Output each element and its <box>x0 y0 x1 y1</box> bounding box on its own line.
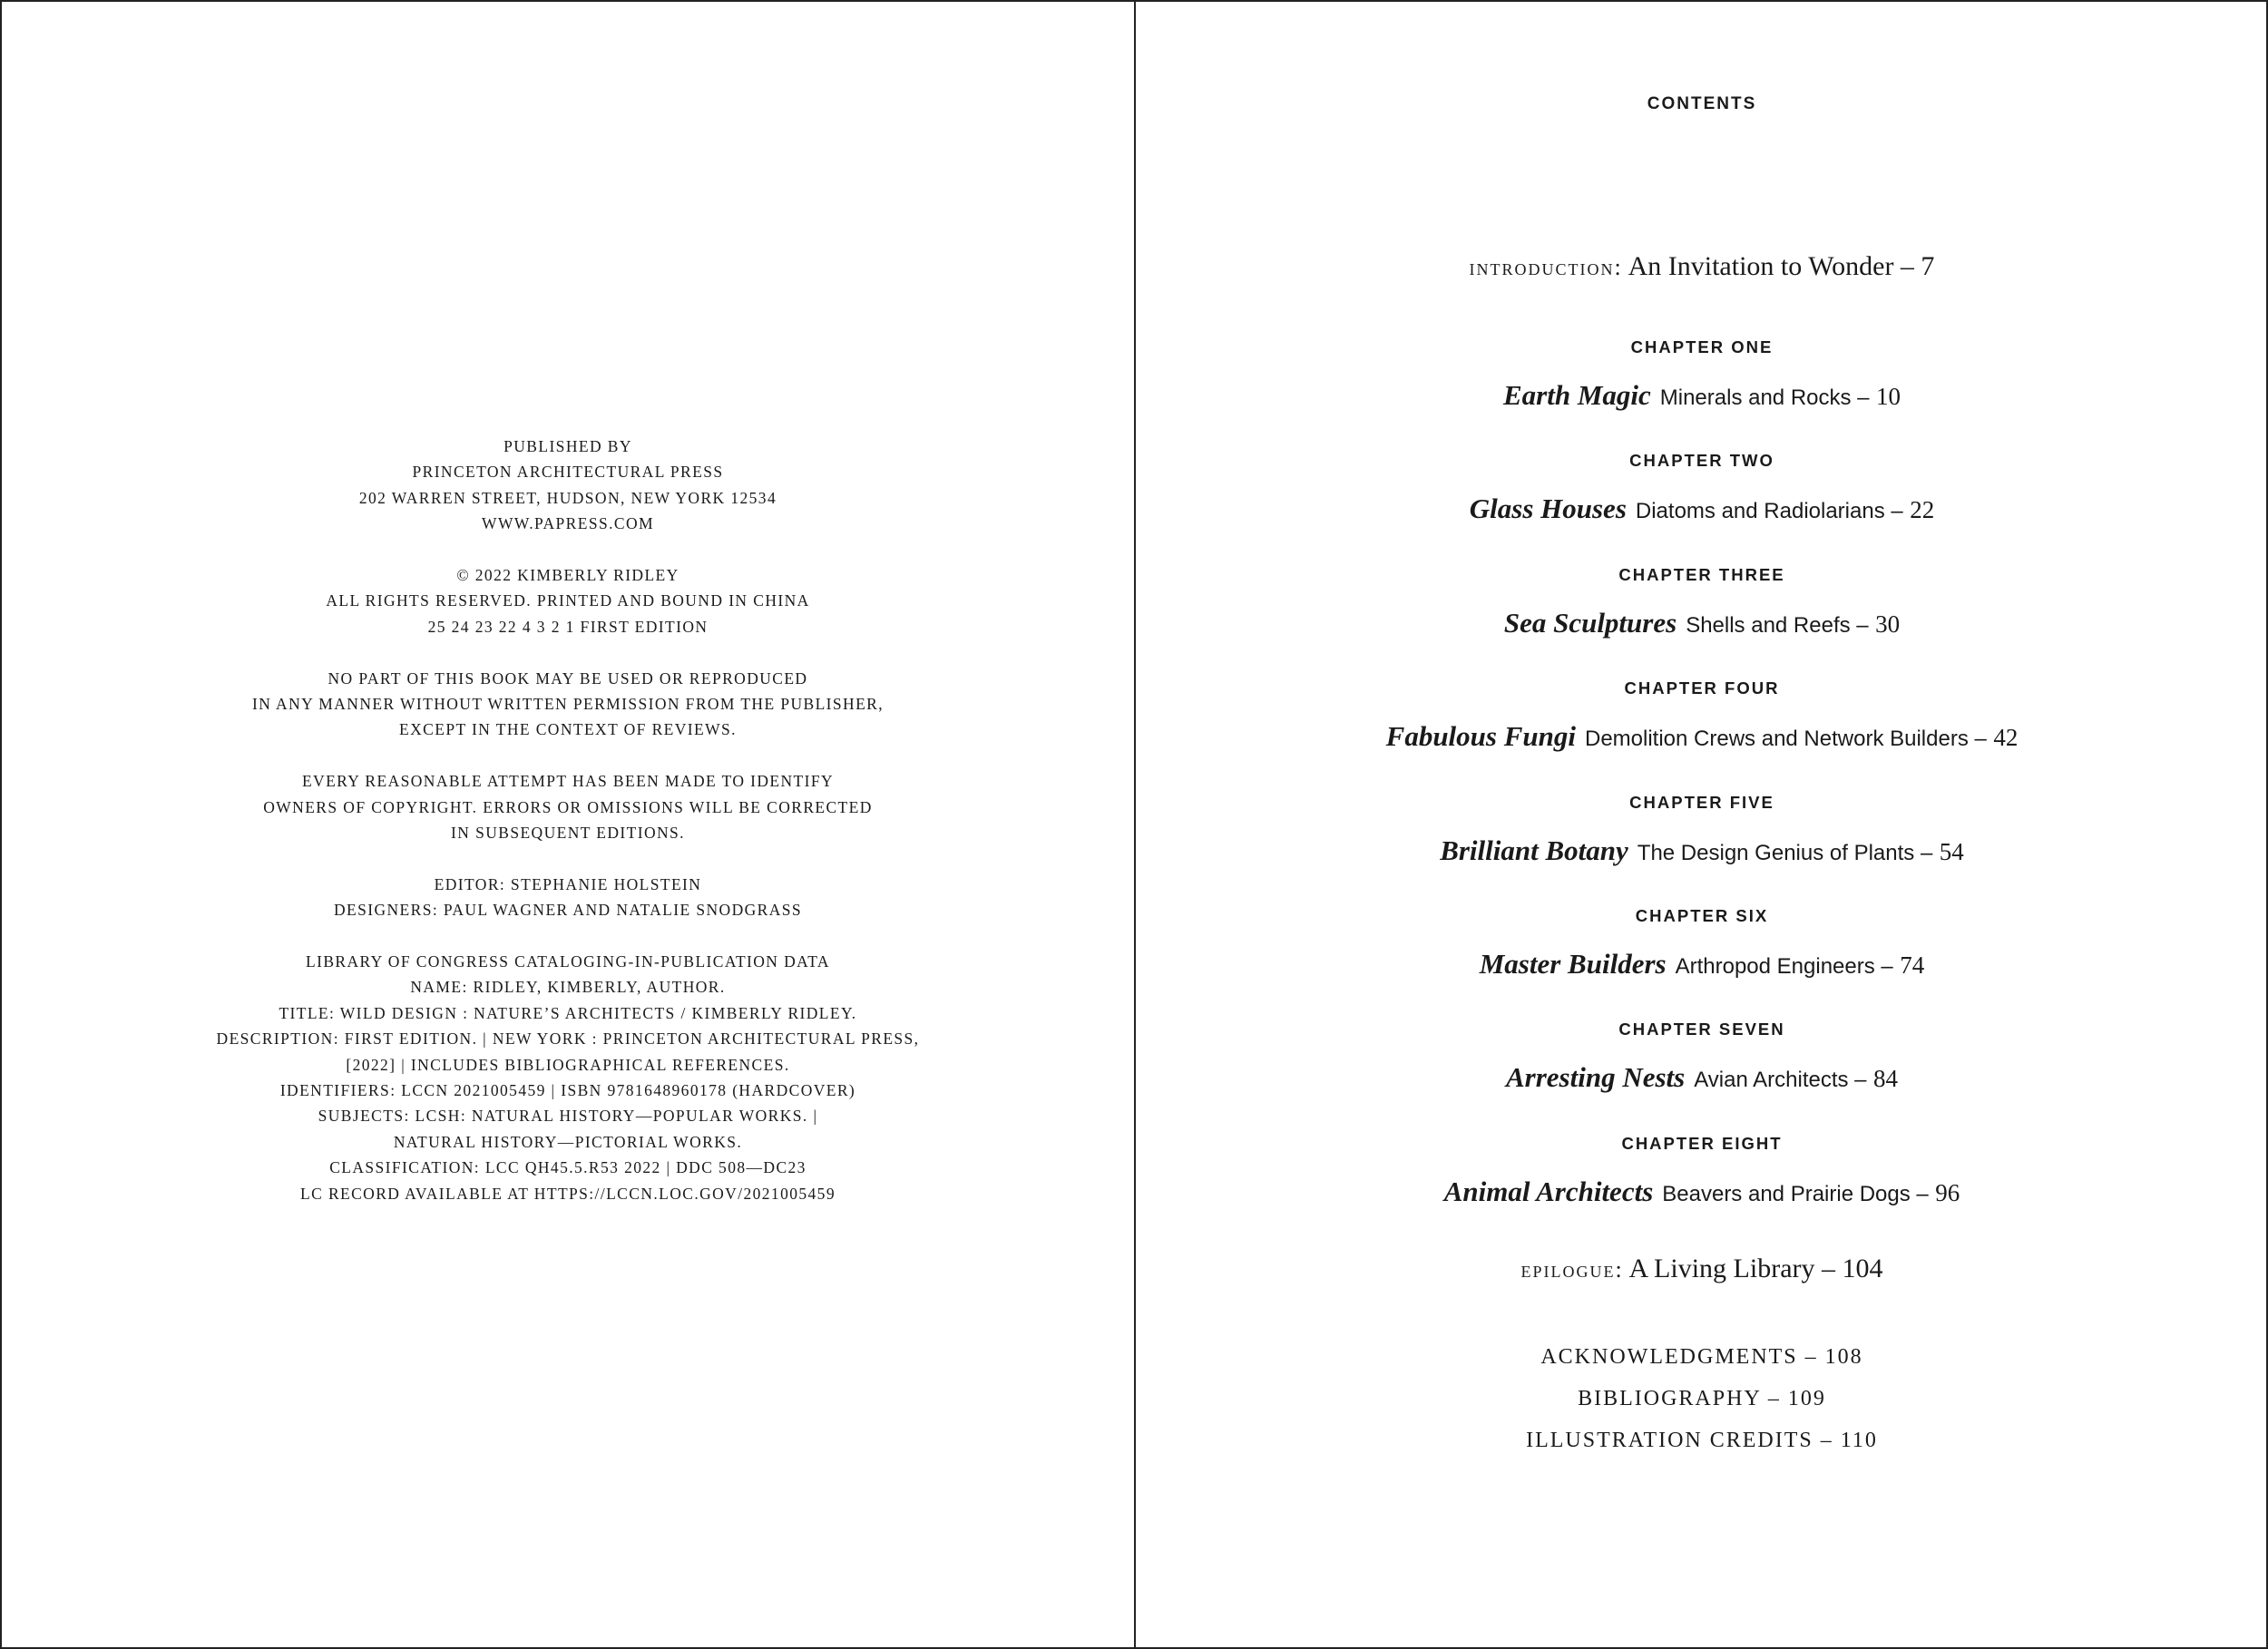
chapter-page-number: 10 <box>1876 383 1901 410</box>
copyright-line: EXCEPT IN THE CONTEXT OF REVIEWS. <box>399 720 737 739</box>
copyright-line: IN SUBSEQUENT EDITIONS. <box>451 824 685 843</box>
copyright-line: 25 24 23 22 4 3 2 1 FIRST EDITION <box>427 617 709 636</box>
copyright-line: TITLE: WILD DESIGN : NATURE’S ARCHITECTS / KIMBERLY RIDLEY. <box>279 1003 857 1022</box>
copyright-line: WWW.PAPRESS.COM <box>482 514 654 533</box>
copyright-line: [2022] | INCLUDES BIBLIOGRAPHICAL REFERENCES. <box>346 1055 790 1074</box>
chapter-label: CHAPTER EIGHT <box>1621 1133 1783 1153</box>
copyright-line: ALL RIGHTS RESERVED. PRINTED AND BOUND IN CHINA <box>326 591 810 610</box>
table-of-contents <box>1136 247 2268 1461</box>
chapter-subtitle: The Design Genius of Plants – <box>1637 840 1933 865</box>
copyright-line: NAME: RIDLEY, KIMBERLY, AUTHOR. <box>410 978 726 997</box>
copyright-line: OWNERS OF COPYRIGHT. ERRORS OR OMISSIONS WILL BE CORRECTED <box>263 797 873 816</box>
contents-heading: CONTENTS <box>1647 94 1757 113</box>
toc-chapter[interactable] <box>1136 903 2268 1016</box>
copyright-line: DESCRIPTION: FIRST EDITION. | NEW YORK : PRINCETON ARCHITECTURAL PRESS, <box>216 1029 920 1049</box>
chapter-line <box>1136 715 2268 758</box>
chapter-label: CHAPTER FIVE <box>1629 792 1774 812</box>
chapter-subtitle: Minerals and Rocks – <box>1659 385 1870 410</box>
copyright-line: IDENTIFIERS: LCCN 2021005459 | ISBN 9781648960178 (HARDCOVER) <box>279 1081 856 1100</box>
chapter-page-number: 96 <box>1935 1178 1960 1206</box>
toc-chapter[interactable] <box>1136 1130 2268 1244</box>
chapter-title: Animal Architects <box>1443 1175 1654 1207</box>
toc-chapter[interactable] <box>1136 1016 2268 1129</box>
chapter-line <box>1136 374 2268 417</box>
copyright-line: PUBLISHED BY <box>503 437 632 455</box>
chapter-line <box>1136 601 2268 645</box>
chapter-subtitle: Diatoms and Radiolarians – <box>1635 499 1903 524</box>
chapter-label: CHAPTER THREE <box>1618 564 1785 584</box>
chapter-subtitle: Beavers and Prairie Dogs – <box>1662 1181 1929 1206</box>
chapter-line <box>1136 1170 2268 1214</box>
copyright-block <box>2 434 1134 537</box>
toc-chapter[interactable] <box>1136 447 2268 561</box>
contents-page <box>1136 2 2268 1647</box>
chapter-subtitle: Shells and Reefs – <box>1686 612 1869 638</box>
toc-chapter[interactable] <box>1136 789 2268 903</box>
chapter-title: Earth Magic <box>1502 379 1651 411</box>
chapter-page-number: 74 <box>1900 951 1925 979</box>
toc-epilogue[interactable] <box>1136 1249 2268 1289</box>
chapter-title: Sea Sculptures <box>1503 606 1677 639</box>
chapter-page-number: 30 <box>1875 610 1901 638</box>
chapter-line <box>1136 829 2268 873</box>
chapter-label: CHAPTER FOUR <box>1624 678 1780 698</box>
copyright-line: SUBJECTS: LCSH: NATURAL HISTORY—POPULAR WORKS. | <box>318 1107 818 1126</box>
introduction-text: An Invitation to Wonder – 7 <box>1622 251 1935 281</box>
chapter-subtitle: Demolition Crews and Network Builders – <box>1585 727 1987 752</box>
copyright-line: LIBRARY OF CONGRESS CATALOGING-IN-PUBLICATION DATA <box>306 952 830 971</box>
toc-backmatter-item[interactable]: ACKNOWLEDGMENTS – 108 <box>1540 1345 1863 1370</box>
chapter-subtitle: Avian Architects – <box>1694 1068 1867 1093</box>
chapter-label: CHAPTER ONE <box>1630 337 1774 356</box>
chapter-title: Arresting Nests <box>1505 1061 1686 1094</box>
copyright-line: EDITOR: STEPHANIE HOLSTEIN <box>434 874 702 893</box>
copyright-line: IN ANY MANNER WITHOUT WRITTEN PERMISSION FROM THE PUBLISHER, <box>251 695 885 714</box>
backmatter-list <box>1136 1336 2268 1461</box>
copyright-block <box>2 666 1134 743</box>
chapter-label: CHAPTER TWO <box>1629 451 1774 471</box>
chapter-title: Master Builders <box>1479 947 1667 980</box>
chapter-page-number: 42 <box>1993 724 2019 752</box>
chapter-subtitle: Arthropod Engineers – <box>1675 953 1893 979</box>
toc-introduction[interactable] <box>1136 247 2268 287</box>
chapter-label: CHAPTER SIX <box>1635 905 1769 925</box>
copyright-line: © 2022 KIMBERLY RIDLEY <box>456 566 679 585</box>
chapter-title: Glass Houses <box>1469 493 1627 525</box>
chapter-page-number: 54 <box>1939 837 1964 865</box>
toc-chapter[interactable] <box>1136 675 2268 788</box>
copyright-line: EVERY REASONABLE ATTEMPT HAS BEEN MADE TO IDENTIFY <box>301 772 835 791</box>
epilogue-text: A Living Library – 104 <box>1623 1254 1883 1284</box>
chapter-page-number: 84 <box>1873 1065 1899 1093</box>
chapter-line <box>1136 1056 2268 1099</box>
chapter-line <box>1136 942 2268 986</box>
copyright-block <box>2 872 1134 923</box>
toc-backmatter-item[interactable]: BIBLIOGRAPHY – 109 <box>1578 1387 1826 1411</box>
copyright-text <box>2 434 1134 1233</box>
chapter-title: Brilliant Botany <box>1440 834 1628 866</box>
chapter-page-number: 22 <box>1910 496 1935 524</box>
copyright-line: CLASSIFICATION: LCC QH45.5.R53 2022 | DDC 508—DC23 <box>329 1158 807 1177</box>
copyright-line: PRINCETON ARCHITECTURAL PRESS <box>412 463 724 482</box>
chapter-title: Fabulous Fungi <box>1385 720 1576 753</box>
copyright-line: LC RECORD AVAILABLE AT HTTPS://LCCN.LOC.GOV/2021005459 <box>300 1184 836 1203</box>
copyright-page <box>2 2 1136 1647</box>
copyright-block <box>2 949 1134 1206</box>
copyright-line: NO PART OF THIS BOOK MAY BE USED OR REPRODUCED <box>327 668 808 688</box>
copyright-block <box>2 768 1134 845</box>
introduction-label: introduction: <box>1469 254 1623 280</box>
toc-backmatter-item[interactable]: ILLUSTRATION CREDITS – 110 <box>1526 1429 1878 1453</box>
copyright-line: 202 WARREN STREET, HUDSON, NEW YORK 12534 <box>358 488 777 507</box>
chapter-list <box>1136 334 2268 1244</box>
copyright-block <box>2 562 1134 639</box>
chapter-label: CHAPTER SEVEN <box>1618 1020 1785 1039</box>
toc-chapter[interactable] <box>1136 334 2268 447</box>
chapter-line <box>1136 487 2268 531</box>
epilogue-label: epilogue: <box>1520 1256 1624 1283</box>
toc-chapter[interactable] <box>1136 561 2268 675</box>
copyright-line: DESIGNERS: PAUL WAGNER AND NATALIE SNODGRASS <box>333 901 803 920</box>
copyright-line: NATURAL HISTORY—PICTORIAL WORKS. <box>393 1132 743 1151</box>
